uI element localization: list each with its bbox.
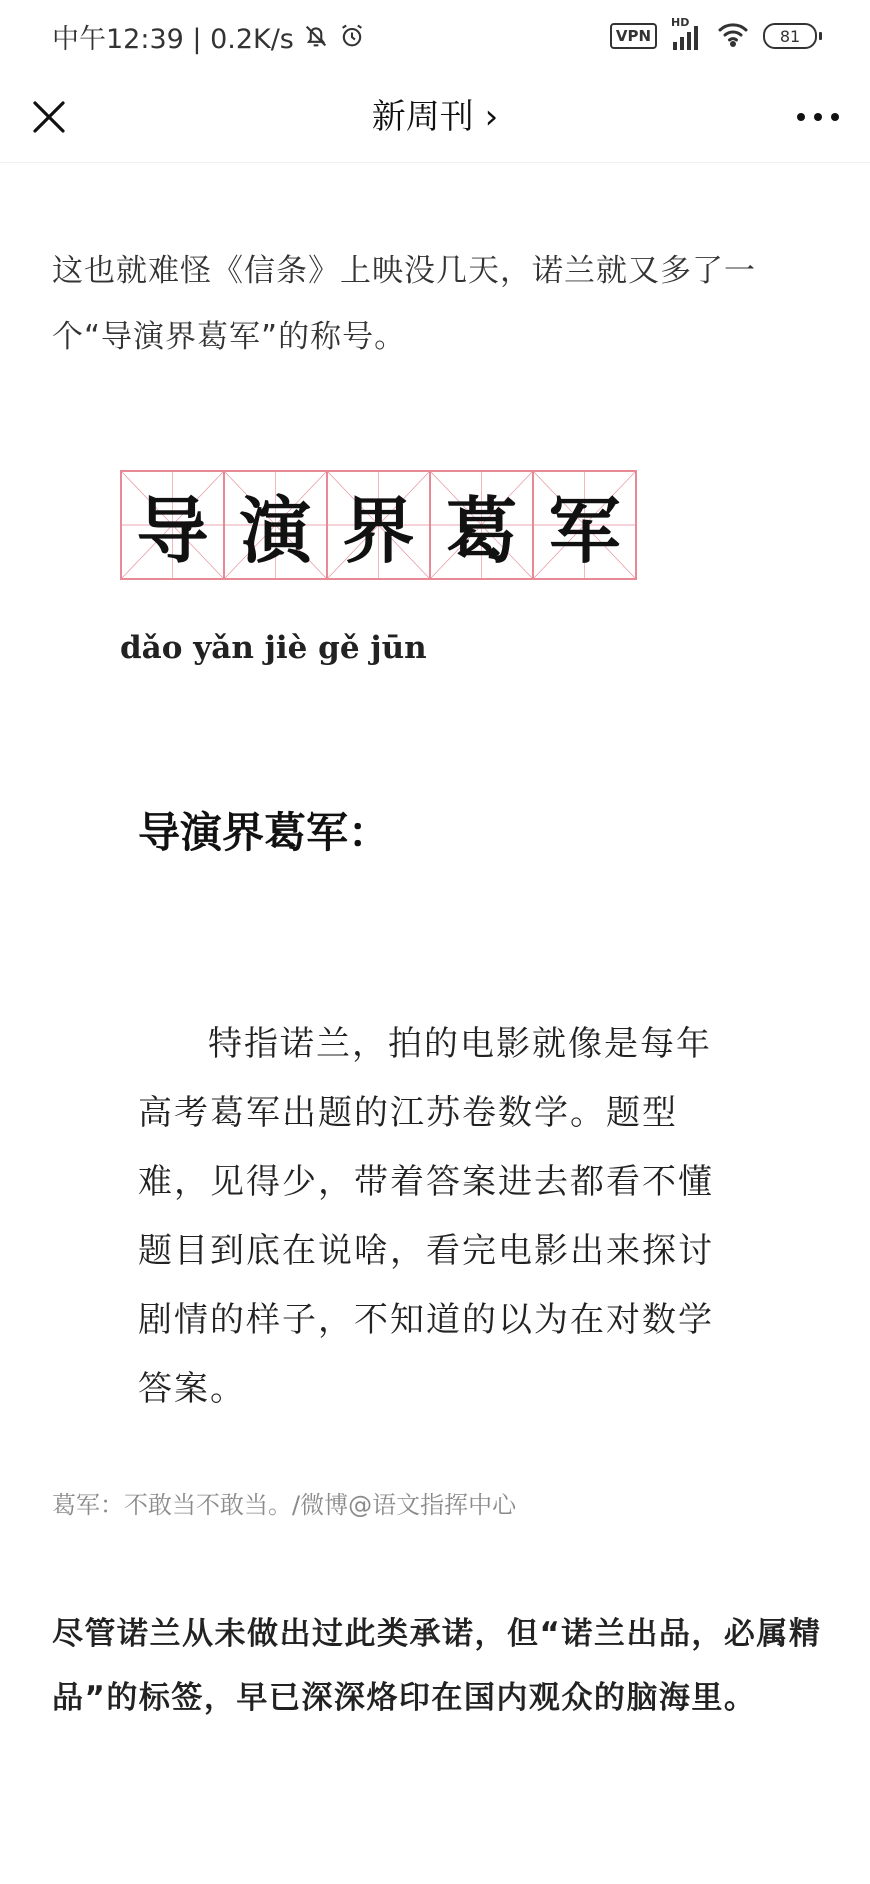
- grid-char: 界: [342, 488, 415, 573]
- grid-cell: [223, 470, 328, 580]
- definition-text: 特指诺兰，拍的电影就像是每年高考葛军出题的江苏卷数学。题型难，见得少，带着答案进去都看不懂题目到底在说啥，看完电影出来探讨剧情的样子，不知道的以为在对数学答案。: [138, 1024, 714, 1409]
- battery-level: 81: [779, 26, 801, 46]
- signal-icon: [671, 16, 703, 50]
- term-definition: [138, 1010, 738, 1424]
- intro-paragraph: 这也就难怪《信条》上映没几天，诺兰就又多了一个“导演界葛军”的称号。: [52, 253, 756, 355]
- network-label: HD: [671, 16, 690, 29]
- nav-bar: [0, 72, 870, 163]
- account-title[interactable]: 新周刊 ›: [371, 97, 499, 137]
- character-grid: [120, 470, 740, 580]
- bell-off-icon: [302, 22, 330, 50]
- grid-char: 导: [136, 488, 209, 573]
- term-heading: 导演界葛军：: [138, 808, 391, 857]
- alarm-icon: [338, 22, 366, 50]
- status-bar: [0, 0, 870, 72]
- article-image: [120, 470, 740, 1430]
- time-and-speed: 中午12:39 | 0.2K/s: [52, 23, 294, 55]
- grid-char: 葛: [445, 488, 518, 573]
- more-icon: [796, 112, 840, 122]
- grid-cell: [120, 470, 225, 580]
- status-right: [610, 16, 822, 56]
- conclusion-paragraph: 尽管诺兰从未做出过此类承诺，但“诺兰出品，必属精品”的标签，早已深深烙印在国内观众的脑海里。: [52, 1616, 822, 1716]
- grid-cell: [326, 470, 431, 580]
- grid-char: 演: [239, 488, 312, 573]
- vpn-badge: VPN: [610, 23, 657, 49]
- grid-char: 军: [548, 488, 621, 573]
- pinyin: dǎo yǎn jiè gě jūn: [120, 630, 427, 666]
- more-button[interactable]: [790, 94, 846, 140]
- grid-cell: [429, 470, 534, 580]
- grid-cell: [532, 470, 637, 580]
- battery-icon: [763, 23, 822, 49]
- status-left: [52, 16, 366, 56]
- image-caption: 葛军：不敢当不敢当。/微博@语文指挥中心: [52, 1491, 517, 1519]
- wifi-icon: [717, 21, 749, 51]
